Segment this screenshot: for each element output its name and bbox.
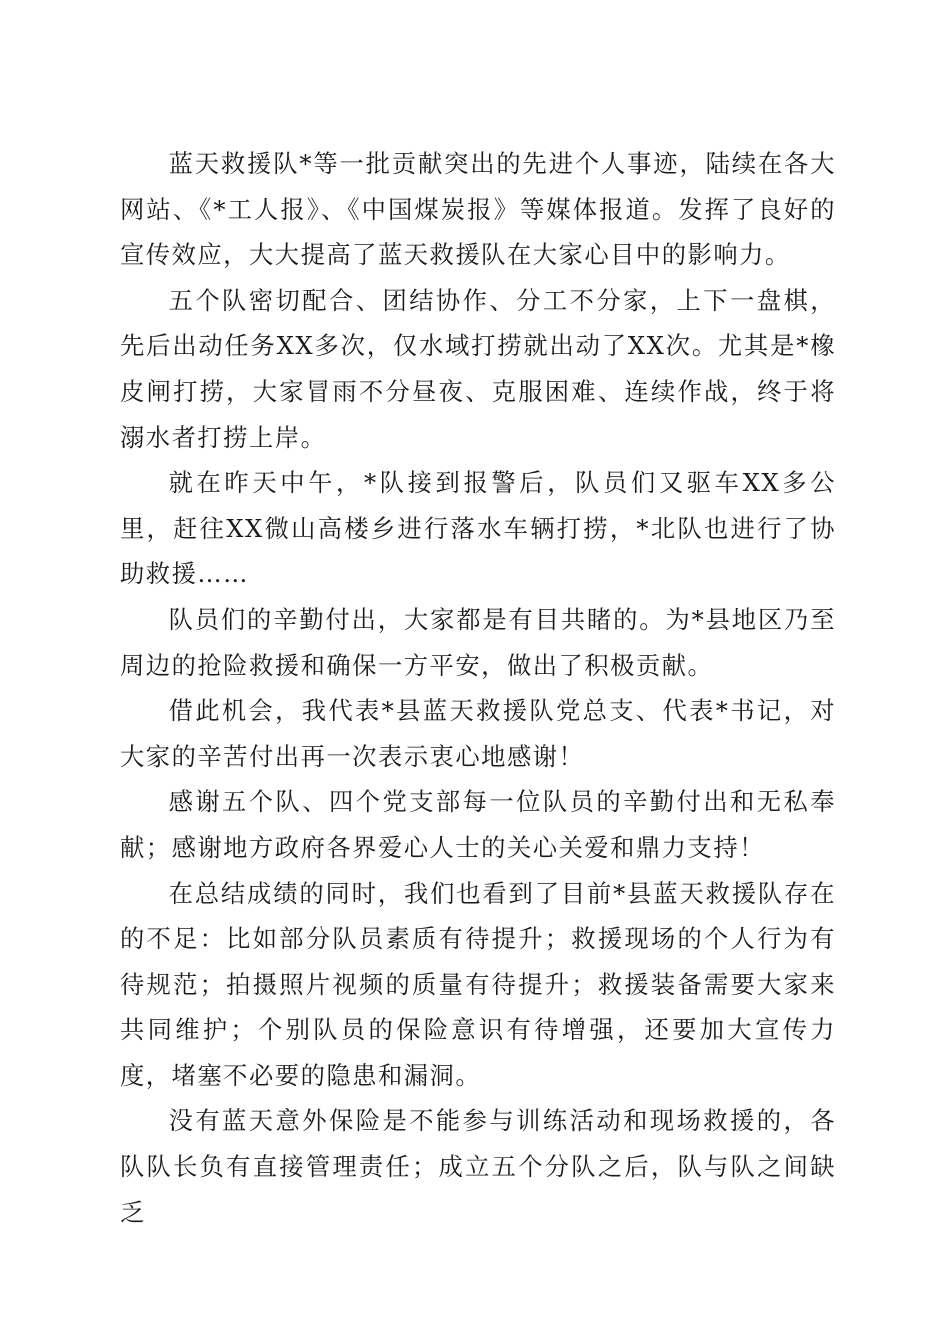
- paragraph-4: 队员们的辛勤付出，大家都是有目共睹的。为*县地区乃至周边的抢险救援和确保一方平安，做出了积极贡献。: [120, 604, 836, 680]
- paragraph-7: 在总结成绩的同时，我们也看到了目前*县蓝天救援队存在的不足：比如部分队员素质有待提升；救援现场的个人行为有待规范；拍摄照片视频的质量有待提升；救援装备需要大家来共同维护；个别队员的保险意识有待增强，还要加大宣传力度，堵塞不必要的隐患和漏洞。: [120, 878, 836, 1090]
- paragraph-2: 五个队密切配合、团结协作、分工不分家，上下一盘棋，先后出动任务XX多次，仅水域打捞就出动了XX次。尤其是*橡皮闸打捞，大家冒雨不分昼夜、克服困难、连续作战，终于将溺水者打捞上岸。: [120, 285, 836, 452]
- paragraph-8: 没有蓝天意外保险是不能参与训练活动和现场救援的，各队队长负有直接管理责任；成立五个分队之后，队与队之间缺乏: [120, 1106, 836, 1227]
- paragraph-3: 就在昨天中午，*队接到报警后，队员们又驱车XX多公里，赶往XX微山高楼乡进行落水车辆打捞，*北队也进行了协助救援……: [120, 468, 836, 589]
- paragraph-1: 蓝天救援队*等一批贡献突出的先进个人事迹，陆续在各大网站、《*工人报》、《中国煤炭报》等媒体报道。发挥了良好的宣传效应，大大提高了蓝天救援队在大家心目中的影响力。: [120, 149, 836, 270]
- document-body: [120, 141, 836, 1235]
- paragraph-6: 感谢五个队、四个党支部每一位队员的辛勤付出和无私奉献；感谢地方政府各界爱心人士的关心关爱和鼎力支持！: [120, 787, 836, 862]
- paragraph-5: 借此机会，我代表*县蓝天救援队党总支、代表*书记，对大家的辛苦付出再一次表示衷心地感谢！: [120, 696, 836, 771]
